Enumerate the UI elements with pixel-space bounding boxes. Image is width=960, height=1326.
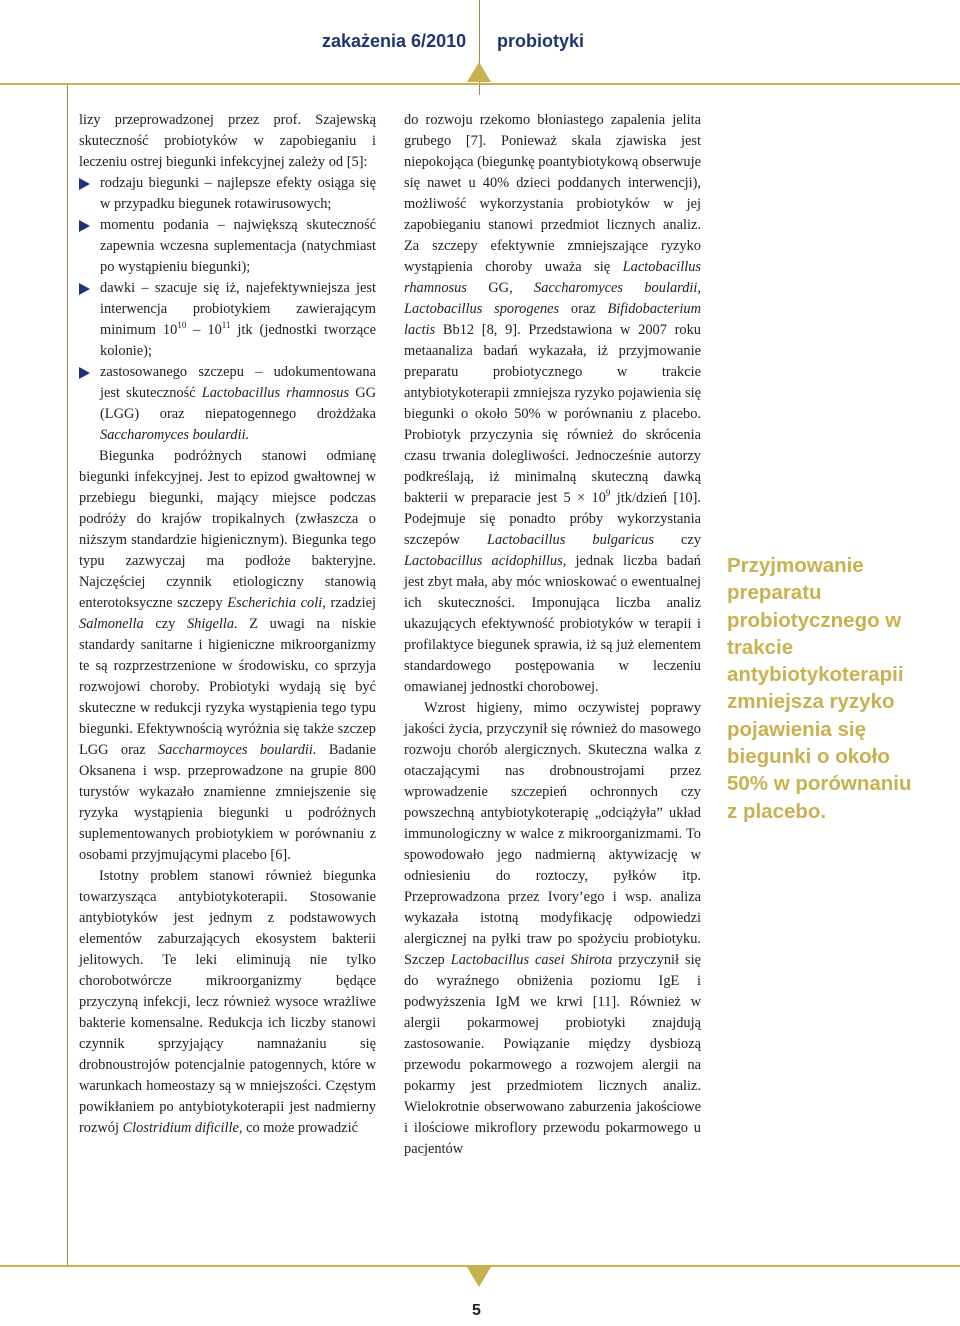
species-name: Shigella. — [186, 616, 238, 632]
species-name: Lactobacillus rhamnosus — [201, 385, 350, 401]
column-right — [404, 110, 701, 1160]
left-margin-rule — [67, 85, 68, 1265]
paragraph-text: Bb12 [8, 9]. Przedstawiona w 2007 roku metaanaliza badań wykazała, iż przyjmowanie preparatu probiotycznego w trakcie antybiotykoterapii zmniejsza ryzyko pojawienia się biegunki o około 50% w porównaniu z placebo. Probiotyk przyczynia się również do skrócenia czasu trwania dolegliwości. Jednocześnie autorzy podkreślają, iż minimalną skuteczną dawką bakterii w preparacie jest 5 × 10 — [404, 322, 701, 506]
species-name: Bifidobacterium lactis — [404, 301, 701, 338]
paragraph-text: oraz — [559, 301, 608, 317]
footer-triangle-marker — [467, 1267, 491, 1287]
bullet-triangle-icon — [79, 220, 90, 232]
bullet-text: – 10 — [186, 322, 222, 338]
species-name: Salmonella — [79, 616, 144, 632]
bullet-item — [79, 278, 376, 362]
species-name: Saccharmoyces boulardii. — [158, 742, 317, 758]
bullet-text: GG (LGG) oraz niepatogennego drożdżaka — [100, 385, 376, 422]
paragraph-travelers-diarrhea — [79, 446, 376, 866]
bullet-triangle-icon — [79, 367, 90, 379]
paragraph-text: jtk/dzień [10]. Podejmuje się ponadto próby wykorzystania szczepów — [404, 490, 702, 548]
bullet-text: rodzaju biegunki – najlepsze efekty osiąga się w przypadku biegunek rotawirusowych; — [100, 175, 376, 212]
paragraph-text: , jednak liczba badań jest zbyt mała, aby móc wnioskować o ewentualnej ich skuteczności. Imponująca liczba analiz ukazujących efektywność probiotyków w terapii i profilaktyce biegunek sprawia, iż są już elementem standardowego postępowania w leczeniu omawianej jednostki chorobowej. — [404, 553, 701, 695]
paragraph-text: przyczynił się do wyraźnego obniżenia poziomu IgE i podwyższenia IgM we krwi [11]. Również w alergii pokarmowej probiotyki znajdują zastosowanie. Powiązanie między dysbiozą przewodu pokarmowego a rozwojem alergii na pokarmy jest przedmiotem licznych analiz. Wielokrotnie obserwowano zaburzenia jakościowe i ilościowe mikroflory przewodu pokarmowego u pacjentów — [404, 952, 701, 1157]
journal-title: zakażenia 6/2010 — [322, 31, 467, 51]
bullet-text: dawki – szacuje się iż, najefektywniejsza jest interwencja probiotykiem zawierającym minimum 10 — [100, 280, 376, 338]
paragraph-intro: lizy przeprowadzonej przez prof. Szajewską skuteczność probiotyków w zapobieganiu i leczeniu ostrej biegunki infekcyjnej zależy od [5]: — [79, 112, 376, 170]
bullet-text: momentu podania – największą skuteczność zapewnia wczesna suplementacja (natychmiast po wystąpieniu biegunki); — [100, 217, 376, 275]
section-title: probiotyki — [497, 31, 585, 51]
exponent: 10 — [177, 320, 187, 331]
paragraph-text: czy — [653, 532, 701, 548]
bullet-triangle-icon — [79, 178, 90, 190]
column-left — [79, 110, 376, 1139]
species-name: Lactobacillus rhamnosus — [404, 259, 701, 296]
species-name: Lactobacillus acidophillus — [404, 553, 563, 569]
paragraph-text: Wzrost higieny, mimo oczywistej poprawy jakości życia, przyczynił się również do masowego rozwoju chorób alergicznych. Skuteczna walka z otaczającymi nas drobnoustrojami przez wprowadzenie szczepień ochronnych czy powszechną antybiotykoterapię „odciążyła” układ immunologiczny w walce z mikroorganizmami. To spowodowało jego nadmierną aktywizację w odniesieniu do roztoczy, pyłków itp. Przeprowadzona przez Ivory’ego i wsp. analiza wykazała istotną modyfikację odpowiedzi alergicznej na pyłki traw po spożyciu probiotyku. Szczep — [404, 700, 701, 968]
paragraph-antibiotic-diarrhea — [79, 866, 376, 1139]
exponent: 9 — [605, 488, 611, 499]
pull-quote: Przyjmowanie preparatu probiotycznego w trakcie antybiotykoterapii zmniejsza ryzyko pojawienia się biegunki o około 50% w porównaniu z placebo. — [727, 554, 912, 823]
species-name: Clostridium dificille — [122, 1120, 239, 1136]
exponent: 11 — [221, 320, 231, 331]
species-name: Lactobacillus bulgaricus — [487, 532, 654, 548]
paragraph-text: czy — [143, 616, 187, 632]
paragraph-text: , rzadziej — [322, 595, 377, 611]
paragraph-text: do rozwoju rzekomo błoniastego zapalenia jelita grubego [7]. Ponieważ skala zjawiska jest niepokojąca (biegunkę poantybiotykową obserwuje się nawet u 40% dzieci poddanych interwencji), możliwość wykorzystania probiotyków w jej zapobieganiu stanowi przedmiot licznych analiz. Za szczepy efektywnie zmniejszające ryzyko wystąpienia choroby uważa się — [404, 112, 701, 275]
bullet-item — [79, 173, 376, 215]
bullet-text: jtk (jednostki tworzące kolonie); — [100, 322, 376, 359]
paragraph-text: Z uwagi na niskie standardy sanitarne i higieniczne mikroorganizmy te są rozprzestrzenione w środowisku, co sprzyja rozwojowi choroby. Probiotyki wydają się być skuteczne w redukcji ryzyka wystąpienia tego typu biegunki. Efektywnością wyróżnia się także szczep LGG oraz — [79, 616, 376, 758]
page-number: 5 — [472, 1302, 481, 1319]
paragraph-allergy — [404, 698, 701, 1160]
paragraph-continued — [404, 110, 701, 698]
top-rule — [0, 83, 960, 85]
paragraph-text: Istotny problem stanowi również biegunka towarzysząca antybiotykoterapii. Stosowanie antybiotyków jest jednym z podstawowych elementów zaburzających ekosystem bakterii jelitowych. Te leki eliminują nie tylko chorobotwórcze mikroorganizmy będące przyczyną infekcji, lecz również wysoce wrażliwe bakterie komensalne. Redukcja ich liczby stanowi czynnik sprzyjający namnażaniu się drobnoustrojów potencjalnie patogennych, które w warunkach homeostazy są w mniejszości. Częstym powikłaniem po antybiotykoterapii jest nadmierny rozwój — [79, 868, 376, 1136]
bullet-item — [79, 215, 376, 278]
bullet-item — [79, 362, 376, 446]
paragraph-text: Badanie Oksanena i wsp. przeprowadzone na grupie 800 turystów wykazało znamienne zmniejszenie się ryzyka wystąpienia biegunki u podróżnych suplementowanych probiotykiem w porównaniu z osobami przyjmującymi placebo [6]. — [79, 742, 376, 863]
species-name: Lactobacillus casei Shirota — [450, 952, 613, 968]
paragraph-text: , co może prowadzić — [238, 1120, 358, 1136]
header-triangle-marker — [467, 62, 491, 82]
paragraph-text: Biegunka podróżnych stanowi odmianę biegunki infekcyjnej. Jest to epizod gwałtownej w przebiegu biegunki, mający miejsce podczas podróży do krajów tropikalnych (zwłaszcza o niższym standardzie higienicznym). Biegunka tego typu zazwyczaj ma podłoże bakteryjne. Najczęściej czynnik etiologiczny stanowią enterotoksyczne szczepy — [79, 448, 376, 611]
species-name: Saccharomyces boulardii, Lactobacillus sporogenes — [404, 280, 701, 317]
bullet-text: zastosowanego szczepu – udokumentowana jest skuteczność — [100, 364, 376, 401]
species-name: Escherichia coli — [227, 595, 323, 611]
species-name: Saccharomyces boulardii. — [100, 427, 250, 443]
paragraph-text: GG, — [466, 280, 535, 296]
bullet-triangle-icon — [79, 283, 90, 295]
